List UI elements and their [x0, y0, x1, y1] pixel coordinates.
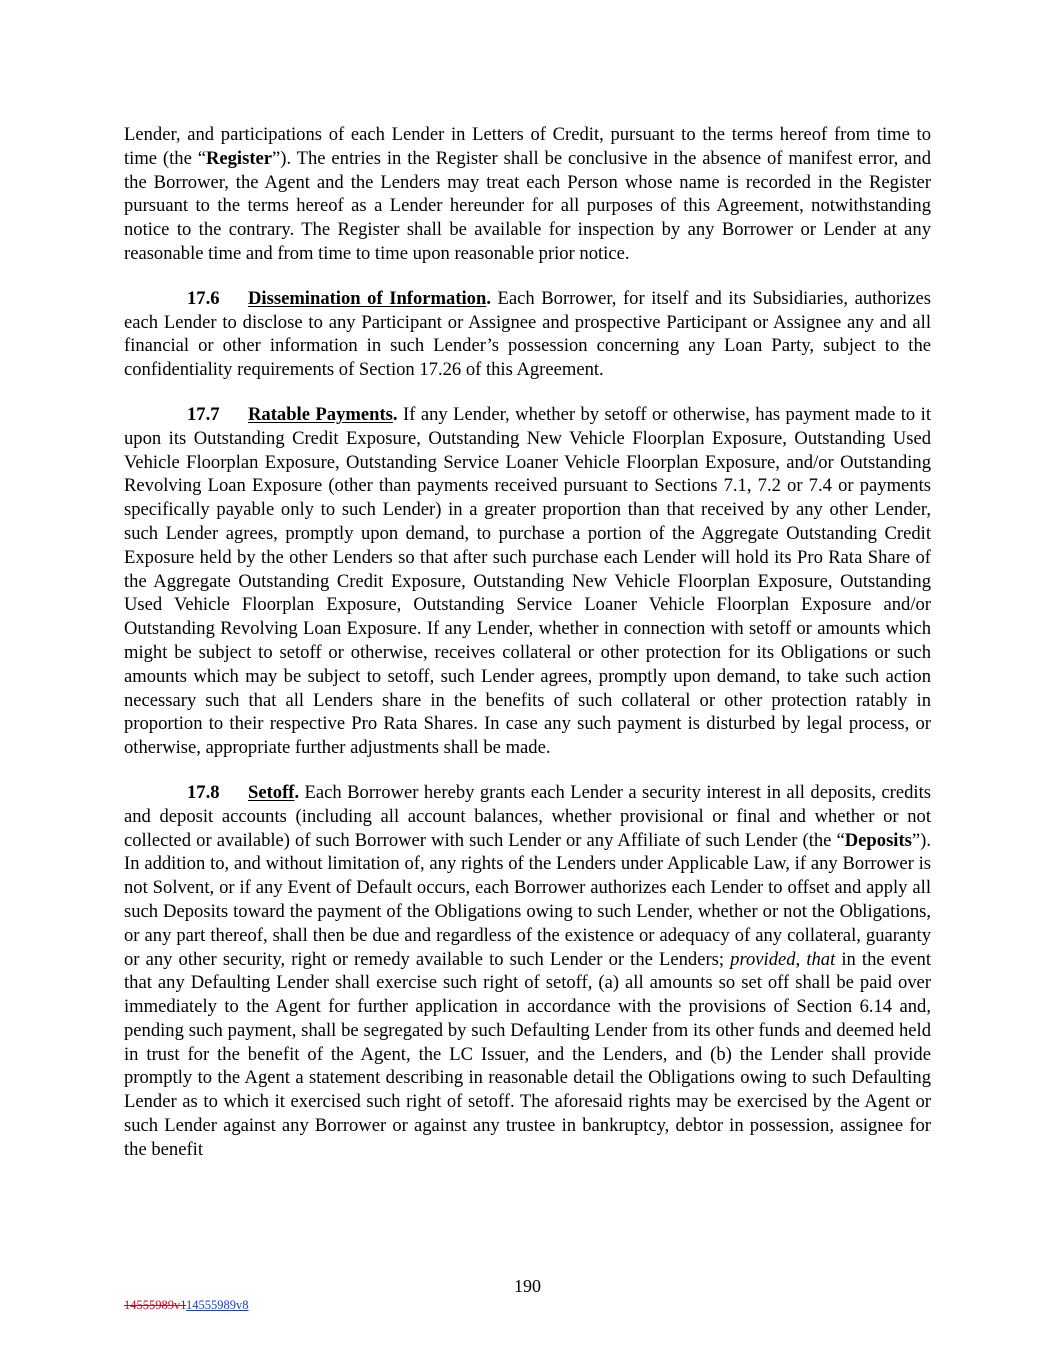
- section-number: 17.8: [187, 781, 220, 803]
- section-text: ”). In addition to, and without limitation of, any rights of the Lenders under Applicable Law, if any Borrower is not Solvent, or if any Event of Default occurs, each Borrower authorizes each Lender to offset and apply all such Deposits toward the payment of the Obligations owing to such Lender, whether or not the Obligations, or any part thereof, shall then be due and regardless of the existence or adequacy of any collateral, guaranty or any other security, right or remedy available to such Lender or the Lenders;: [124, 829, 931, 970]
- section-title-period: .: [486, 287, 491, 309]
- italic-provided: provided: [730, 948, 796, 970]
- document-id-inserted: 14555989v8: [186, 1298, 249, 1312]
- section-17-6: [124, 287, 931, 382]
- section-text: Each Borrower hereby grants each Lender a security interest in all deposits, credits and deposit accounts (including all account balances, whether provisional or final and whether or not collected or available) of such Borrower with such Lender or any Affiliate of such Lender (the “: [124, 781, 931, 851]
- paragraph-text: Lender, and participations of each Lender in Letters of Credit, pursuant to the terms hereof from time to time (the “: [124, 124, 931, 169]
- page-number: 190: [514, 1276, 541, 1296]
- section-number: 17.7: [187, 403, 220, 425]
- document-page: [124, 123, 931, 1162]
- section-title-period: .: [294, 781, 300, 803]
- section-17-8: [124, 781, 931, 1162]
- section-text: in the event that any Defaulting Lender shall exercise such right of setoff, (a) all amounts so set off shall be paid over immediately to the Agent for further application in accordance with the provisions of Section 6.14 and, pending such payment, shall be segregated by such Defaulting Lender from its other funds and deemed held in trust for the benefit of the Agent, the LC Issuer, and the Lenders, and (b) the Lender shall provide promptly to the Agent a statement describing in reasonable detail the Obligations owing to such Defaulting Lender as to which it exercised such right of setoff. The aforesaid rights may be exercised by the Agent or such Lender against any Borrower or against any trustee in bankruptcy, debtor in possession, assignee for the benefit: [124, 948, 931, 1160]
- paragraph-text: ”). The entries in the Register shall be conclusive in the absence of manifest error, and the Borrower, the Agent and the Lenders may treat each Person whose name is recorded in the Register pursuant to the terms hereof as a Lender hereunder for all purposes of this Agreement, notwithstanding notice to the contrary. The Register shall be available for inspection by any Borrower or Lender at any reasonable time and from time to time upon reasonable prior notice.: [124, 147, 931, 264]
- section-title: Dissemination of Information: [248, 287, 487, 309]
- document-id-deleted: 14555989v1: [124, 1298, 187, 1312]
- defined-term-register: Register: [205, 147, 273, 169]
- section-17-7: [124, 403, 931, 760]
- section-title: Setoff: [248, 781, 295, 803]
- section-title-period: .: [392, 403, 398, 425]
- defined-term-deposits: Deposits: [844, 829, 912, 851]
- section-number: 17.6: [187, 287, 220, 309]
- section-text: Each Borrower, for itself and its Subsidiaries, authorizes each Lender to disclose to any Participant or Assignee and prospective Participant or Assignee any and all financial or other information in such Lender’s possession concerning any Loan Party, subject to the confidentiality requirements of Section 17.26 of this Agreement.: [124, 287, 932, 381]
- section-text: If any Lender, whether by setoff or otherwise, has payment made to it upon its Outstanding Credit Exposure, Outstanding New Vehicle Floorplan Exposure, Outstanding Used Vehicle Floorplan Exposure, Outstanding Service Loaner Vehicle Floorplan Exposure, and/or Outstanding Revolving Loan Exposure (other than payments received pursuant to Sections 7.1, 7.2 or 7.4 or payments specifically payable only to such Lender) in a greater proportion than that received by any other Lender, such Lender agrees, promptly upon demand, to purchase a portion of the Aggregate Outstanding Credit Exposure held by the other Lenders so that after such purchase each Lender will hold its Pro Rata Share of the Aggregate Outstanding Credit Exposure, Outstanding New Vehicle Floorplan Exposure, Outstanding Used Vehicle Floorplan Exposure, Outstanding Service Loaner Vehicle Floorplan Exposure and/or Outstanding Revolving Loan Exposure. If any Lender, whether in connection with setoff or amounts which might be subject to setoff or otherwise, receives collateral or other protection for its Obligations or such amounts which may be subject to setoff, such Lender agrees, promptly upon demand, to take such action necessary such that all Lenders share in the benefits of such collateral or other protection ratably in proportion to their respective Pro Rata Shares. In case any such payment is disturbed by legal process, or otherwise, appropriate further adjustments shall be made.: [124, 403, 931, 759]
- section-title: Ratable Payments: [248, 403, 393, 425]
- italic-that: that: [806, 948, 836, 970]
- section-text: ,: [795, 948, 807, 970]
- paragraph-register: [124, 123, 931, 266]
- document-id: [124, 1298, 249, 1313]
